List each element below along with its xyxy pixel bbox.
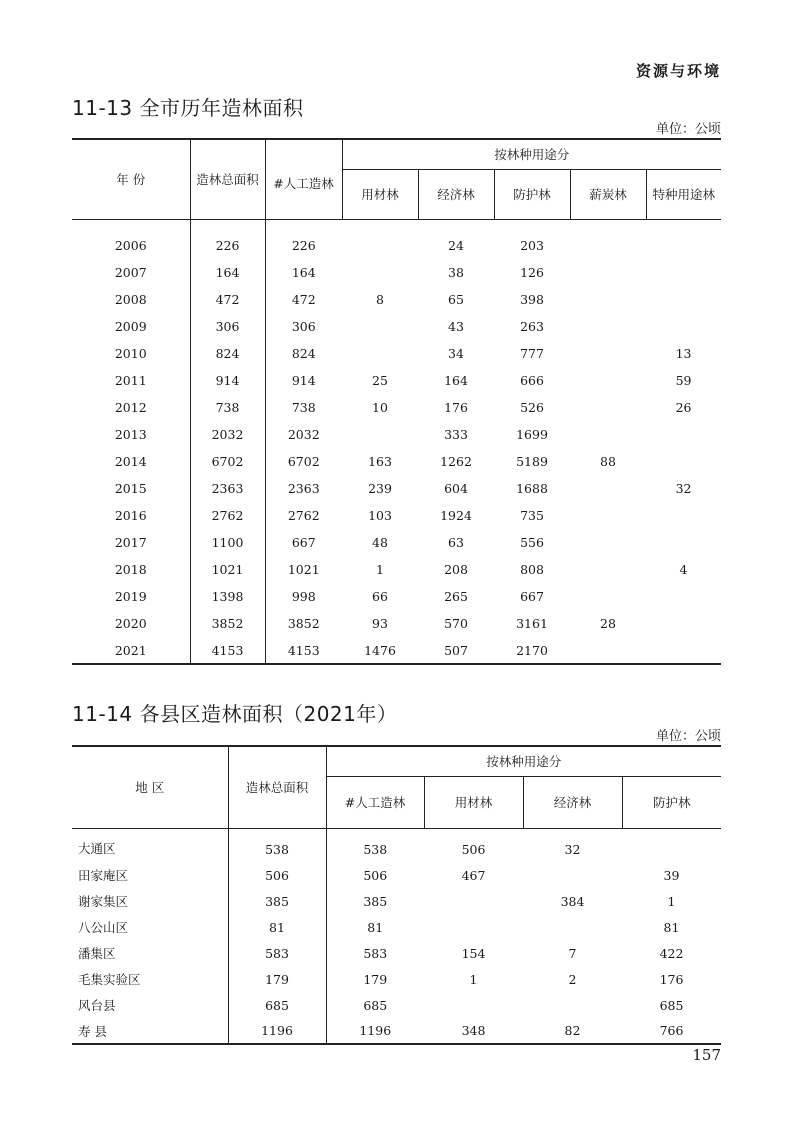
table-cell: 2032 [190, 421, 265, 448]
table-cell [570, 583, 646, 610]
table-row [72, 448, 721, 475]
annual-afforestation-table [72, 138, 721, 665]
table-cell [424, 914, 523, 940]
table-cell [342, 340, 418, 367]
table-cell [523, 862, 622, 888]
table-cell [646, 286, 721, 313]
table-row [72, 966, 721, 992]
table-cell: 5189 [516, 454, 548, 469]
header-protection: 防护林 [494, 169, 570, 219]
table-cell: 666 [520, 373, 544, 388]
row-label: 2007 [72, 259, 190, 286]
table-cell [523, 992, 622, 1018]
table-cell: 164 [190, 259, 265, 286]
table-cell: 472 [190, 286, 265, 313]
table-cell: 824 [291, 346, 316, 361]
row-label: 毛集实验区 [72, 966, 228, 992]
table-cell [646, 637, 721, 664]
row-label: 2006 [72, 219, 190, 259]
table-cell: 306 [190, 313, 265, 340]
table-cell: 43 [448, 319, 464, 334]
table-cell: 507 [444, 642, 468, 658]
table-cell: 8 [376, 292, 384, 307]
table-cell: 208 [444, 562, 468, 577]
table-cell: 1 [667, 893, 676, 909]
table-cell: 735 [520, 508, 544, 523]
table-cell: 48 [372, 535, 388, 550]
table-cell [570, 286, 646, 313]
table-cell: 263 [520, 319, 544, 334]
table-row [72, 421, 721, 448]
table-cell: 3852 [287, 616, 320, 631]
table-cell: 226 [291, 238, 316, 253]
table-cell: 998 [291, 589, 316, 604]
row-label: 2019 [72, 583, 190, 610]
table-cell: 2762 [287, 508, 320, 523]
table-cell [646, 313, 721, 340]
table-cell: 176 [444, 400, 468, 415]
table-cell: 472 [291, 292, 316, 307]
table-cell: 1924 [440, 508, 472, 523]
table2-unit: 单位：公顷 [655, 729, 721, 744]
table-row [72, 529, 721, 556]
page-number: 157 [692, 1046, 721, 1064]
table-cell: 604 [444, 481, 468, 496]
table-cell: 88 [600, 454, 616, 469]
table-cell [342, 219, 418, 259]
table-cell: 2170 [516, 642, 548, 658]
table-cell: 1262 [440, 454, 472, 469]
table-cell: 126 [520, 265, 544, 280]
table-cell: 526 [520, 400, 544, 415]
table-cell: 1021 [190, 556, 265, 583]
header-forest-use-group: 按林种用途分 [326, 746, 721, 776]
table-cell: 385 [228, 888, 326, 914]
header-artificial: #人工造林 [265, 139, 342, 219]
row-label: 2017 [72, 529, 190, 556]
header-artificial: #人工造林 [326, 776, 424, 828]
table-cell [424, 992, 523, 1018]
header-total: 造林总面积 [228, 746, 326, 828]
table-cell: 39 [663, 867, 680, 883]
table-cell: 4 [679, 562, 688, 577]
header-fuel: 薪炭林 [570, 169, 646, 219]
table-row [72, 888, 721, 914]
section-header: 资源与环境 [635, 62, 721, 80]
table-cell: 583 [363, 945, 388, 961]
table-cell: 506 [363, 867, 388, 883]
row-label: 2021 [72, 637, 190, 664]
table-row [72, 286, 721, 313]
table-cell: 93 [372, 616, 388, 631]
table-cell: 766 [659, 1023, 684, 1038]
table-cell: 3161 [516, 616, 548, 631]
table-row [72, 1018, 721, 1044]
table-cell [342, 259, 418, 286]
header-timber: 用材林 [424, 776, 523, 828]
table-cell: 6702 [287, 454, 320, 469]
table-row [72, 637, 721, 664]
table-cell [570, 502, 646, 529]
row-label: 2009 [72, 313, 190, 340]
table-cell [523, 914, 622, 940]
row-label: 风台县 [72, 992, 228, 1018]
header-forest-use-group: 按林种用途分 [342, 139, 721, 169]
table-cell: 1398 [190, 583, 265, 610]
table-cell: 685 [228, 992, 326, 1018]
table-row [72, 940, 721, 966]
table-cell: 81 [228, 914, 326, 940]
table-cell: 348 [461, 1023, 486, 1038]
table-cell: 667 [520, 589, 544, 604]
table-cell: 1196 [228, 1018, 326, 1044]
table-cell: 1 [469, 971, 478, 987]
table-cell: 6702 [190, 448, 265, 475]
table-cell: 384 [560, 893, 585, 909]
header-year: 年 份 [72, 139, 190, 219]
table-cell: 81 [663, 919, 680, 935]
table-cell: 63 [448, 535, 464, 550]
table-cell: 570 [444, 616, 468, 631]
table-cell: 1021 [287, 562, 320, 577]
table-cell: 1196 [359, 1023, 392, 1038]
table-cell: 10 [372, 400, 388, 415]
table-cell [342, 421, 418, 448]
table-row [72, 394, 721, 421]
table-cell: 28 [600, 616, 616, 631]
table-cell [646, 448, 721, 475]
table-cell: 239 [368, 481, 392, 496]
table-row [72, 475, 721, 502]
header-timber: 用材林 [342, 169, 418, 219]
table-row [72, 992, 721, 1018]
table-row [72, 219, 721, 259]
table-cell: 556 [520, 535, 544, 550]
table-cell [570, 313, 646, 340]
row-label: 2018 [72, 556, 190, 583]
table-cell: 163 [368, 454, 392, 469]
table-cell: 538 [228, 828, 326, 862]
table2-title: 11-14 各县区造林面积（2021年） [72, 702, 398, 726]
table-cell [570, 637, 646, 664]
table-cell [646, 259, 721, 286]
table-cell [570, 556, 646, 583]
header-economic: 经济林 [523, 776, 622, 828]
table-cell: 265 [444, 589, 468, 604]
row-label: 潘集区 [72, 940, 228, 966]
table-cell: 2363 [287, 481, 320, 496]
row-label: 2015 [72, 475, 190, 502]
table-row [72, 583, 721, 610]
table-cell: 538 [363, 842, 388, 857]
table-cell [570, 529, 646, 556]
table-cell [570, 475, 646, 502]
table-cell: 777 [520, 346, 544, 361]
table-row [72, 313, 721, 340]
row-label: 寿 县 [72, 1018, 228, 1044]
table-cell: 914 [190, 367, 265, 394]
table-cell: 738 [291, 400, 316, 415]
table-row [72, 914, 721, 940]
table-cell: 164 [444, 373, 468, 388]
row-label: 2016 [72, 502, 190, 529]
table-cell: 306 [291, 319, 316, 334]
row-label: 2013 [72, 421, 190, 448]
table-cell: 914 [291, 373, 316, 388]
header-region: 地 区 [72, 746, 228, 828]
row-label: 2011 [72, 367, 190, 394]
table-cell: 203 [520, 238, 544, 253]
table-row [72, 367, 721, 394]
table-cell: 103 [368, 508, 392, 523]
header-special: 特种用途林 [646, 169, 721, 219]
header-total: 造林总面积 [190, 139, 265, 219]
table-cell: 66 [372, 589, 388, 604]
table-cell: 385 [363, 893, 388, 909]
table-cell: 333 [444, 427, 468, 442]
table-cell: 467 [461, 867, 486, 883]
table-cell: 4153 [287, 642, 320, 658]
table-row [72, 610, 721, 637]
table-cell: 38 [448, 265, 464, 280]
row-label: 2020 [72, 610, 190, 637]
table-cell: 1 [376, 562, 384, 577]
table-cell: 24 [448, 238, 464, 253]
table-cell [342, 313, 418, 340]
table-cell [646, 529, 721, 556]
table-cell [570, 259, 646, 286]
table-cell [622, 828, 721, 862]
table-row [72, 340, 721, 367]
table-cell: 65 [448, 292, 464, 307]
table-cell: 176 [659, 971, 684, 987]
table-cell [646, 219, 721, 259]
table-cell: 2032 [287, 427, 320, 442]
table-cell: 4153 [190, 637, 265, 664]
table-cell: 1476 [364, 642, 396, 658]
table-row [72, 502, 721, 529]
table-cell [424, 888, 523, 914]
row-label: 田家庵区 [72, 862, 228, 888]
table-cell: 1699 [516, 427, 548, 442]
table-cell: 1100 [190, 529, 265, 556]
table-cell [570, 340, 646, 367]
table-cell: 738 [190, 394, 265, 421]
table-cell [570, 421, 646, 448]
table-cell: 506 [228, 862, 326, 888]
table-row [72, 556, 721, 583]
row-label: 2008 [72, 286, 190, 313]
table-cell: 422 [659, 945, 684, 961]
header-economic: 经济林 [418, 169, 494, 219]
table-cell: 32 [564, 842, 581, 857]
table-row [72, 259, 721, 286]
table-cell: 824 [190, 340, 265, 367]
row-label: 大通区 [72, 828, 228, 862]
table-cell: 179 [363, 971, 388, 987]
row-label: 谢家集区 [72, 888, 228, 914]
table-cell: 7 [568, 945, 577, 961]
table1-unit: 单位：公顷 [655, 122, 721, 137]
table-cell: 583 [228, 940, 326, 966]
table-row [72, 828, 721, 862]
table-cell: 506 [461, 842, 486, 857]
table1-title: 11-13 全市历年造林面积 [72, 96, 304, 120]
table-cell [646, 583, 721, 610]
table-cell: 26 [675, 400, 692, 415]
table-cell: 154 [461, 945, 486, 961]
table-row [72, 862, 721, 888]
row-label: 2014 [72, 448, 190, 475]
table-cell [570, 394, 646, 421]
table-cell: 685 [659, 997, 684, 1013]
table-cell: 179 [228, 966, 326, 992]
table-cell: 32 [675, 481, 692, 496]
table-cell: 685 [363, 997, 388, 1013]
table-cell: 1688 [516, 481, 548, 496]
table-cell: 34 [448, 346, 464, 361]
table-cell [646, 502, 721, 529]
table-cell: 59 [675, 373, 692, 388]
row-label: 2012 [72, 394, 190, 421]
table-cell: 81 [367, 919, 384, 935]
table-cell [570, 219, 646, 259]
header-protection: 防护林 [622, 776, 721, 828]
table-cell: 25 [372, 373, 388, 388]
table-cell: 2363 [190, 475, 265, 502]
row-label: 2010 [72, 340, 190, 367]
table-cell: 808 [520, 562, 544, 577]
table-cell [646, 610, 721, 637]
table-cell: 2762 [190, 502, 265, 529]
row-label: 八公山区 [72, 914, 228, 940]
table-cell: 82 [564, 1023, 581, 1038]
table-cell: 3852 [190, 610, 265, 637]
table-cell [646, 421, 721, 448]
table-cell: 2 [568, 971, 577, 987]
table-cell [570, 367, 646, 394]
table-cell: 398 [520, 292, 544, 307]
table-cell: 667 [291, 535, 316, 550]
table-cell: 13 [675, 346, 692, 361]
table-cell: 226 [190, 219, 265, 259]
table-cell: 164 [291, 265, 316, 280]
county-afforestation-table [72, 745, 721, 1045]
